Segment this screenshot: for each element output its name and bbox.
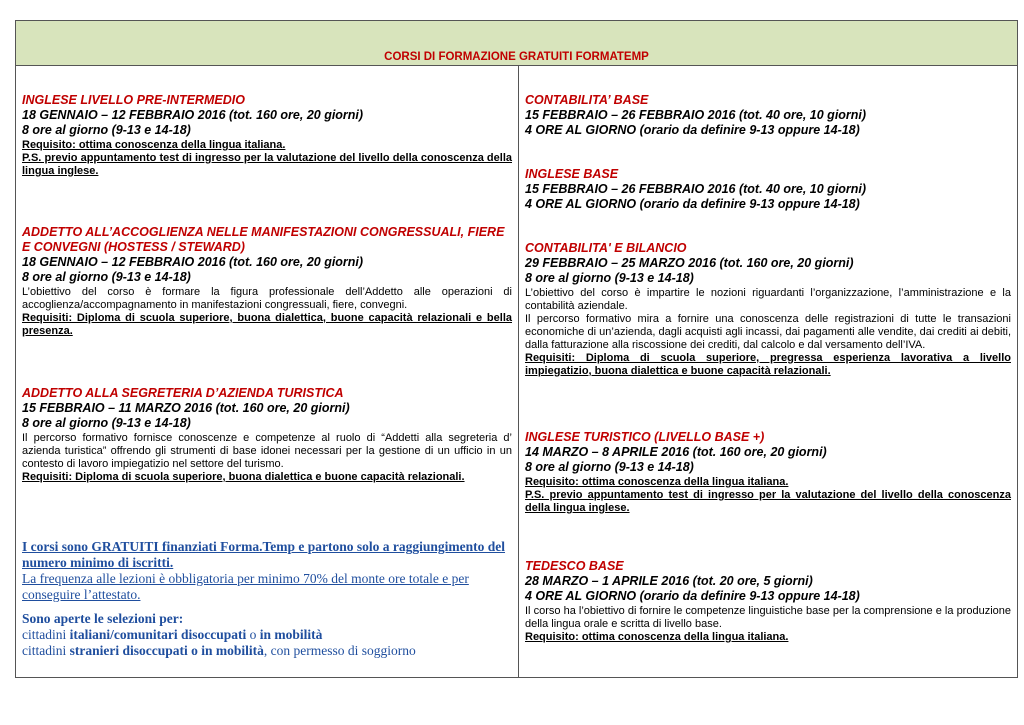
course-requirement: Requisiti: Diploma di scuola superiore, buona dialettica, buone capacità relazionali e bella presenza. <box>22 311 512 337</box>
eligibility-text: , con permesso di soggiorno <box>263 643 416 658</box>
course-description: Il corso ha l’obiettivo di fornire le competenze linguistiche base per la comprensione e la produzione della lingua orale e scritta di livello base. <box>525 604 1011 630</box>
course-segreteria-turistica <box>22 386 512 484</box>
course-schedule: 15 FEBBRAIO – 26 FEBBRAIO 2016 (tot. 40 ore, 10 giorni) <box>525 107 867 122</box>
course-requirement: Requisito: ottima conoscenza della lingua italiana. <box>525 630 789 643</box>
selection-heading: Sono aperte le selezioni per: <box>22 611 184 626</box>
course-schedule: 8 ore al giorno (9-13 e 14-18) <box>22 270 191 285</box>
course-title: INGLESE LIVELLO PRE-INTERMEDIO <box>22 93 245 107</box>
attendance-notice: La frequenza alle lezioni è obbligatoria per minimo 70% del monte ore totale e per conseguire l’attestato. <box>22 571 469 602</box>
course-schedule: 8 ore al giorno (9-13 e 14-18) <box>525 460 694 475</box>
course-description: L’obiettivo del corso è impartire le nozioni riguardanti l’organizzazione, l’amministrazione e la contabilità aziendale. Il percorso formativo mira a fornire una conoscenza delle registrazioni di tutte le transazioni economiche di un’azienda, dagli acquisti agli incassi, dai pagamenti alle vendite, dai crediti ai debiti, dalla fatturazione alla riscossione dei crediti, dal calcolo e dal versamento dell’IVA. <box>525 286 1011 351</box>
course-inglese-pre-intermedio <box>22 93 512 178</box>
course-schedule: 4 ORE AL GIORNO (orario da definire 9-13 oppure 14-18) <box>525 589 860 604</box>
eligibility-group: italiani/comunitari disoccupati <box>69 627 247 642</box>
eligibility-line-2 <box>22 643 512 659</box>
course-contabilita-base <box>525 93 1011 139</box>
course-schedule: 4 ORE AL GIORNO (orario da definire 9-13 oppure 14-18) <box>525 197 860 212</box>
course-title: CONTABILITA’ BASE <box>525 93 649 107</box>
course-inglese-base <box>525 167 1011 213</box>
course-contabilita-bilancio <box>525 241 1011 378</box>
course-description: Il percorso formativo fornisce conoscenze e competenze al ruolo di “Addetti alla segreteria d’ azienda turistica” offrendo gli strumenti di base idonei necessari per la gestione di un ufficio in un contesto di lavoro impiegatizio nel settore del turismo. <box>22 431 512 470</box>
course-title: TEDESCO BASE <box>525 559 624 573</box>
course-schedule: 15 FEBBRAIO – 11 MARZO 2016 (tot. 160 ore, 20 giorni) <box>22 400 350 415</box>
eligibility-text: cittadini <box>22 643 70 658</box>
course-title: ADDETTO ALL’ACCOGLIENZA NELLE MANIFESTAZIONI CONGRESSUALI, FIERE E CONVEGNI (HOSTESS / STEWARD) <box>22 225 505 254</box>
course-schedule: 14 MARZO – 8 APRILE 2016 (tot. 160 ore, 20 giorni) <box>525 444 827 459</box>
flyer-table <box>15 20 1018 678</box>
table-header <box>16 21 1017 66</box>
course-schedule: 18 GENNAIO – 12 FEBBRAIO 2016 (tot. 160 ore, 20 giorni) <box>22 254 364 269</box>
course-schedule: 4 ORE AL GIORNO (orario da definire 9-13 oppure 14-18) <box>525 123 860 138</box>
course-title: ADDETTO ALLA SEGRETERIA D’AZIENDA TURISTICA <box>22 386 344 400</box>
course-requirement: Requisito: ottima conoscenza della lingua italiana. <box>525 475 789 488</box>
course-title: CONTABILITA' E BILANCIO <box>525 241 687 255</box>
course-schedule: 15 FEBBRAIO – 26 FEBBRAIO 2016 (tot. 40 ore, 10 giorni) <box>525 181 867 196</box>
course-schedule: 8 ore al giorno (9-13 e 14-18) <box>22 123 191 138</box>
course-requirement: Requisiti: Diploma di scuola superiore, pregressa esperienza lavorativa a livello impiegatizio, buona dialettica e buone capacità relazionali. <box>525 351 1011 377</box>
free-courses-notice: I corsi sono GRATUITI finanziati Forma.Temp e partono solo a raggiungimento del numero minimo di iscritti. <box>22 539 506 570</box>
course-schedule: 8 ore al giorno (9-13 e 14-18) <box>525 271 694 286</box>
eligibility-text: o <box>246 627 260 642</box>
eligibility-line-1 <box>22 627 512 643</box>
right-column <box>519 66 1017 677</box>
promo-block <box>22 539 512 659</box>
page-title: CORSI DI FORMAZIONE GRATUITI FORMATEMP <box>384 51 649 63</box>
eligibility-group: in mobilità <box>259 627 323 642</box>
course-addetto-accoglienza <box>22 225 512 338</box>
course-tedesco-base <box>525 559 1011 644</box>
course-title: INGLESE TURISTICO (LIVELLO BASE +) <box>525 430 765 444</box>
left-column <box>16 66 519 677</box>
course-description: L’obiettivo del corso è formare la figura professionale dell’Addetto alle operazioni di accoglienza/accompagnamento in manifestazioni congressuali, fiere, convegni. <box>22 285 512 311</box>
course-schedule: 29 FEBBRAIO – 25 MARZO 2016 (tot. 160 ore, 20 giorni) <box>525 255 854 270</box>
course-requirement: P.S. previo appuntamento test di ingresso per la valutazione del livello della conoscenza della lingua inglese. <box>525 488 1011 514</box>
course-schedule: 8 ore al giorno (9-13 e 14-18) <box>22 416 191 431</box>
course-title: INGLESE BASE <box>525 167 619 181</box>
course-schedule: 28 MARZO – 1 APRILE 2016 (tot. 20 ore, 5 giorni) <box>525 573 813 588</box>
eligibility-group: stranieri disoccupati o in mobilità <box>69 643 264 658</box>
course-requirement: Requisito: ottima conoscenza della lingua italiana. <box>22 138 286 151</box>
course-requirement: P.S. previo appuntamento test di ingresso per la valutazione del livello della conoscenza della lingua inglese. <box>22 151 512 177</box>
course-schedule: 18 GENNAIO – 12 FEBBRAIO 2016 (tot. 160 ore, 20 giorni) <box>22 107 364 122</box>
course-inglese-turistico <box>525 430 1011 515</box>
course-requirement: Requisiti: Diploma di scuola superiore, buona dialettica e buone capacità relazionali. <box>22 470 465 483</box>
eligibility-text: cittadini <box>22 627 70 642</box>
